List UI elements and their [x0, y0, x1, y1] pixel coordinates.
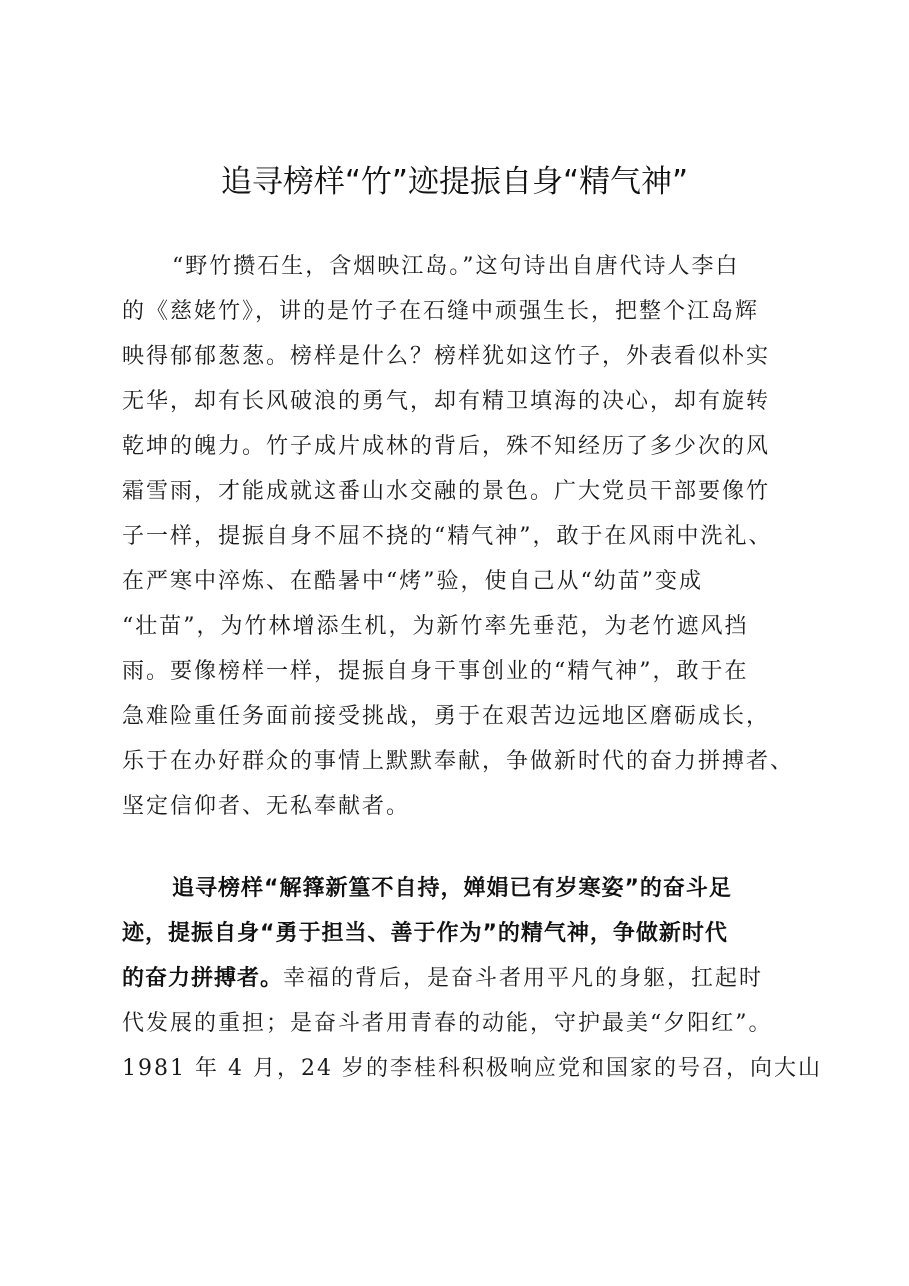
document-title: 追寻榜样“竹”迹提振自身“精气神” [220, 164, 689, 200]
paragraph-heading-line: 迹，提振自身“勇于担当、善于作为”的精气神，争做新时代 [122, 921, 728, 946]
paragraph-line: 1981 年 4 月，24 岁的李桂科积极响应党和国家的号召，向大山 [122, 1056, 822, 1081]
paragraph-2 [122, 866, 822, 1091]
paragraph-line: “野竹攒石生，含烟映江岛。”这句诗出自唐代诗人李白 [172, 254, 740, 279]
paragraph-mixed-line [122, 956, 812, 1001]
paragraph-line: 霜雪雨，才能成就这番山水交融的景色。广大党员干部要像竹 [122, 479, 771, 504]
paragraph-line: 乐于在办好群众的事情上默默奉献，争做新时代的奋力拼搏者、 [122, 749, 795, 774]
paragraph-line: 子一样，提振自身不屈不挠的“精气神”，敢于在风雨中洗礼、 [122, 524, 773, 549]
paragraph-line: 的《慈姥竹》，讲的是竹子在石缝中顽强生长，把整个江岛辉 [122, 299, 760, 324]
paragraph-line: “壮苗”，为竹林增添生机，为新竹率先垂范，为老竹遮风挡 [122, 614, 749, 639]
paragraph-heading-line: 追寻榜样“解箨新篁不自持，婵娟已有岁寒姿”的奋斗足 [172, 876, 732, 901]
paragraph-heading-end: 的奋力拼搏者。 [122, 966, 284, 991]
paragraph-line: 乾坤的魄力。竹子成片成林的背后，殊不知经历了多少次的风 [122, 434, 771, 459]
paragraph-line: 坚定信仰者、无私奉献者。 [122, 794, 411, 819]
paragraph-1 [122, 244, 812, 829]
paragraph-text: 幸福的背后，是奋斗者用平凡的身躯，扛起时 [283, 966, 764, 991]
paragraph-line: 无华，却有长风破浪的勇气，却有精卫填海的决心，却有旋转 [122, 389, 771, 414]
paragraph-line: 代发展的重担；是奋斗者用青春的动能，守护最美“夕阳红”。 [122, 1011, 773, 1036]
paragraph-line: 急难险重任务面前接受挑战，勇于在艰苦边远地区磨砺成长， [122, 704, 771, 729]
paragraph-line: 雨。要像榜样一样，提振自身干事创业的“精气神”，敢于在 [122, 659, 749, 684]
paragraph-line: 映得郁郁葱葱。榜样是什么？榜样犹如这竹子，外表看似朴实 [122, 344, 771, 369]
paragraph-line: 在严寒中淬炼、在酷暑中“烤”验，使自己从“幼苗”变成 [122, 569, 703, 594]
